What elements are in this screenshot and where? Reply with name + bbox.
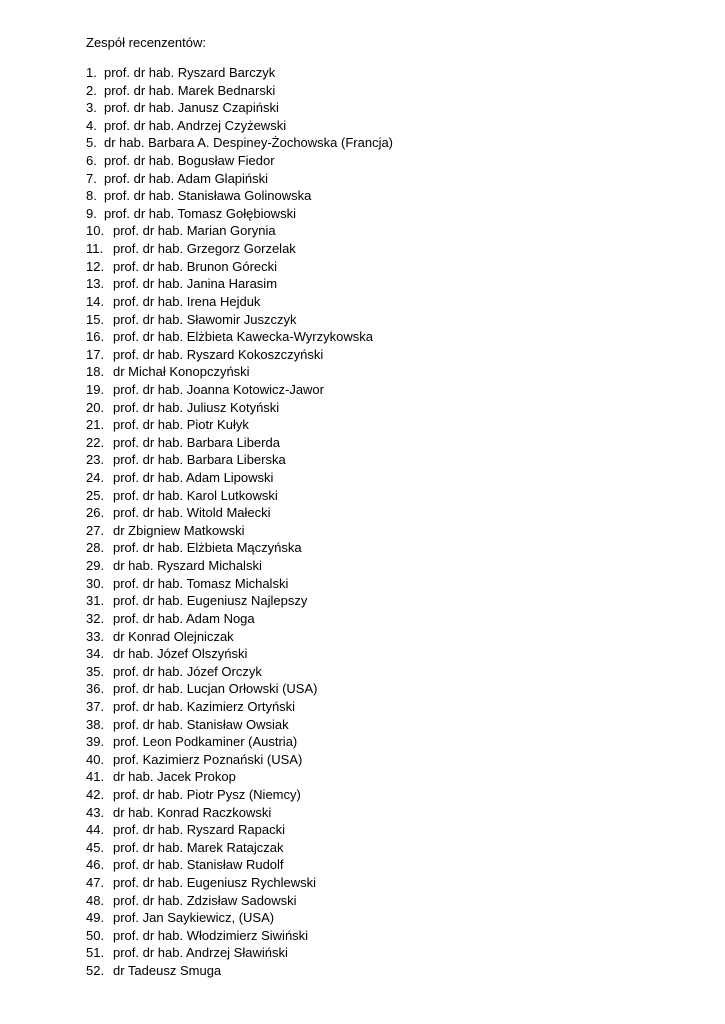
list-item-number: 28. (86, 540, 105, 556)
list-item (86, 187, 393, 205)
reviewer-name: dr Michał Konopczyński (113, 364, 250, 380)
reviewer-name: prof. Leon Podkaminer (Austria) (113, 734, 298, 750)
reviewer-name: prof. dr hab. Witold Małecki (113, 505, 271, 521)
list-item-number: 44. (86, 822, 105, 838)
reviewer-name: prof. dr hab. Adam Noga (113, 610, 255, 626)
reviewer-name: prof. dr hab. Joanna Kotowicz-Jawor (113, 381, 324, 397)
list-item-number: 52. (86, 963, 105, 979)
reviewer-name: prof. dr hab. Kazimierz Ortyński (113, 698, 296, 714)
reviewer-name: prof. dr hab. Adam Lipowski (113, 470, 274, 486)
list-item-number: 1. (86, 65, 97, 80)
list-item (86, 892, 393, 910)
reviewer-name: prof. dr hab. Lucjan Orłowski (USA) (113, 681, 318, 697)
list-item (86, 416, 393, 434)
list-item (86, 663, 393, 681)
list-item (86, 117, 393, 135)
list-item-number: 3. (86, 100, 97, 116)
reviewer-name: prof. dr hab. Adam Glapiński (104, 170, 269, 186)
reviewer-name: prof. dr hab. Barbara Liberska (113, 452, 286, 468)
list-item (86, 645, 393, 663)
reviewer-name: dr hab. Jacek Prokop (113, 769, 236, 785)
page-heading: Zespół recenzentów: (86, 35, 206, 50)
list-item (86, 275, 393, 293)
list-item-number: 41. (86, 769, 105, 785)
list-item-number: 25. (86, 487, 105, 503)
reviewer-name: prof. dr hab. Andrzej Czyżewski (104, 117, 287, 133)
list-item (86, 610, 393, 628)
list-item-number: 49. (86, 910, 105, 926)
reviewer-name: dr Zbigniew Matkowski (113, 522, 245, 538)
reviewer-name: dr Tadeusz Smuga (113, 963, 222, 979)
list-item-number: 37. (86, 698, 105, 714)
list-item (86, 222, 393, 240)
list-item (86, 381, 393, 399)
reviewer-name: prof. dr hab. Stanisław Rudolf (113, 857, 284, 873)
list-item-number: 36. (86, 681, 105, 697)
reviewer-name: prof. dr hab. Bogusław Fiedor (104, 153, 275, 169)
list-item (86, 152, 393, 170)
list-item-number: 45. (86, 839, 105, 855)
list-item (86, 680, 393, 698)
list-item-number: 5. (86, 135, 97, 151)
list-item (86, 628, 393, 646)
list-item (86, 99, 393, 117)
reviewer-name: prof. dr hab. Elżbieta Kawecka-Wyrzykowska (113, 329, 373, 345)
list-item (86, 751, 393, 769)
reviewer-name: prof. dr hab. Tomasz Gołębiowski (104, 205, 296, 221)
list-item (86, 927, 393, 945)
list-item (86, 839, 393, 857)
list-item-number: 7. (86, 170, 97, 186)
list-item-number: 9. (86, 205, 97, 221)
reviewer-name: prof. dr hab. Ryszard Kokoszczyński (113, 346, 324, 362)
list-item (86, 768, 393, 786)
reviewer-name: prof. dr hab. Janusz Czapiński (104, 100, 279, 116)
list-item-number: 19. (86, 381, 105, 397)
list-item-number: 12. (86, 258, 105, 274)
list-item-number: 51. (86, 945, 105, 961)
reviewer-name: dr hab. Konrad Raczkowski (113, 804, 272, 820)
reviewer-name: prof. dr hab. Włodzimierz Siwiński (113, 927, 309, 943)
list-item-number: 48. (86, 892, 105, 908)
list-item-number: 22. (86, 434, 105, 450)
list-item (86, 944, 393, 962)
list-item (86, 522, 393, 540)
list-item (86, 804, 393, 822)
list-item (86, 698, 393, 716)
reviewer-name: dr hab. Józef Olszyński (113, 646, 248, 662)
list-item (86, 170, 393, 188)
list-item-number: 27. (86, 522, 105, 538)
list-item (86, 909, 393, 927)
reviewer-name: prof. dr hab. Piotr Kułyk (113, 417, 249, 433)
reviewer-name: prof. dr hab. Elżbieta Mączyńska (113, 540, 302, 556)
list-item (86, 856, 393, 874)
list-item-number: 20. (86, 399, 105, 415)
reviewer-name: prof. dr hab. Piotr Pysz (Niemcy) (113, 786, 301, 802)
reviewer-name: prof. dr hab. Eugeniusz Najlepszy (113, 593, 308, 609)
list-item (86, 592, 393, 610)
list-item-number: 29. (86, 558, 105, 574)
reviewer-name: prof. dr hab. Stanisław Owsiak (113, 716, 289, 732)
list-item (86, 346, 393, 364)
list-item-number: 40. (86, 751, 105, 767)
list-item (86, 434, 393, 452)
list-item (86, 539, 393, 557)
reviewer-name: prof. dr hab. Karol Lutkowski (113, 487, 278, 503)
reviewer-name: prof. dr hab. Juliusz Kotyński (113, 399, 280, 415)
list-item-number: 30. (86, 575, 105, 591)
list-item (86, 786, 393, 804)
list-item-number: 38. (86, 716, 105, 732)
list-item-number: 24. (86, 470, 105, 486)
list-item-number: 21. (86, 417, 105, 433)
list-item (86, 64, 393, 82)
list-item (86, 451, 393, 469)
list-item (86, 82, 393, 100)
reviewer-name: prof. dr hab. Ryszard Rapacki (113, 822, 285, 838)
list-item-number: 8. (86, 188, 97, 204)
list-item-number: 18. (86, 364, 105, 380)
list-item-number: 4. (86, 117, 97, 133)
reviewer-name: prof. dr hab. Józef Orczyk (113, 663, 262, 679)
reviewer-name: prof. dr hab. Marian Gorynia (113, 223, 276, 239)
reviewer-name: prof. dr hab. Sławomir Juszczyk (113, 311, 297, 327)
reviewer-name: prof. dr hab. Janina Harasim (113, 276, 278, 292)
list-item (86, 328, 393, 346)
list-item-number: 47. (86, 875, 105, 891)
list-item-number: 15. (86, 311, 105, 327)
list-item-number: 33. (86, 628, 105, 644)
reviewer-name: prof. dr hab. Marek Ratajczak (113, 839, 284, 855)
list-item-number: 42. (86, 786, 105, 802)
list-item (86, 716, 393, 734)
list-item (86, 258, 393, 276)
list-item-number: 26. (86, 505, 105, 521)
reviewer-name: prof. dr hab. Stanisława Golinowska (104, 188, 312, 204)
list-item (86, 240, 393, 258)
list-item-number: 50. (86, 927, 105, 943)
list-item-number: 2. (86, 82, 97, 98)
list-item-number: 17. (86, 346, 105, 362)
reviewer-name: prof. dr hab. Tomasz Michalski (113, 575, 289, 591)
list-item (86, 205, 393, 223)
reviewer-name: prof. Kazimierz Poznański (USA) (113, 751, 303, 767)
list-item (86, 557, 393, 575)
list-item-number: 32. (86, 610, 105, 626)
list-item-number: 35. (86, 663, 105, 679)
list-item-number: 39. (86, 734, 105, 750)
list-item (86, 363, 393, 381)
list-item-number: 23. (86, 452, 105, 468)
reviewer-name: prof. dr hab. Barbara Liberda (113, 434, 280, 450)
list-item-number: 13. (86, 276, 105, 292)
list-item (86, 469, 393, 487)
list-item (86, 134, 393, 152)
list-item (86, 575, 393, 593)
list-item-number: 43. (86, 804, 105, 820)
reviewer-name: prof. dr hab. Zdzisław Sadowski (113, 892, 297, 908)
list-item (86, 874, 393, 892)
reviewer-name: prof. dr hab. Ryszard Barczyk (104, 65, 276, 80)
list-item (86, 733, 393, 751)
reviewer-name: dr Konrad Olejniczak (113, 628, 234, 644)
list-item-number: 11. (86, 241, 104, 257)
reviewer-name: prof. dr hab. Eugeniusz Rychlewski (113, 875, 317, 891)
list-item-number: 14. (86, 293, 105, 309)
list-item-number: 31. (86, 593, 105, 609)
reviewer-list (86, 64, 393, 980)
reviewer-name: prof. dr hab. Andrzej Sławiński (113, 945, 288, 961)
list-item-number: 46. (86, 857, 105, 873)
list-item-number: 16. (86, 329, 105, 345)
list-item (86, 311, 393, 329)
reviewer-name: prof. dr hab. Grzegorz Gorzelak (113, 241, 296, 257)
list-item (86, 504, 393, 522)
list-item (86, 821, 393, 839)
reviewer-name: prof. dr hab. Brunon Górecki (113, 258, 278, 274)
list-item-number: 34. (86, 646, 105, 662)
reviewer-name: prof. dr hab. Marek Bednarski (104, 82, 276, 98)
list-item-number: 6. (86, 153, 97, 169)
list-item (86, 399, 393, 417)
reviewer-name: prof. Jan Saykiewicz, (USA) (113, 910, 275, 926)
list-item (86, 293, 393, 311)
reviewer-name: prof. dr hab. Irena Hejduk (113, 293, 261, 309)
list-item-number: 10. (86, 223, 105, 239)
list-item (86, 962, 393, 980)
reviewer-name: dr hab. Ryszard Michalski (113, 558, 262, 574)
reviewer-name: dr hab. Barbara A. Despiney-Żochowska (Francja) (104, 135, 394, 151)
list-item (86, 487, 393, 505)
